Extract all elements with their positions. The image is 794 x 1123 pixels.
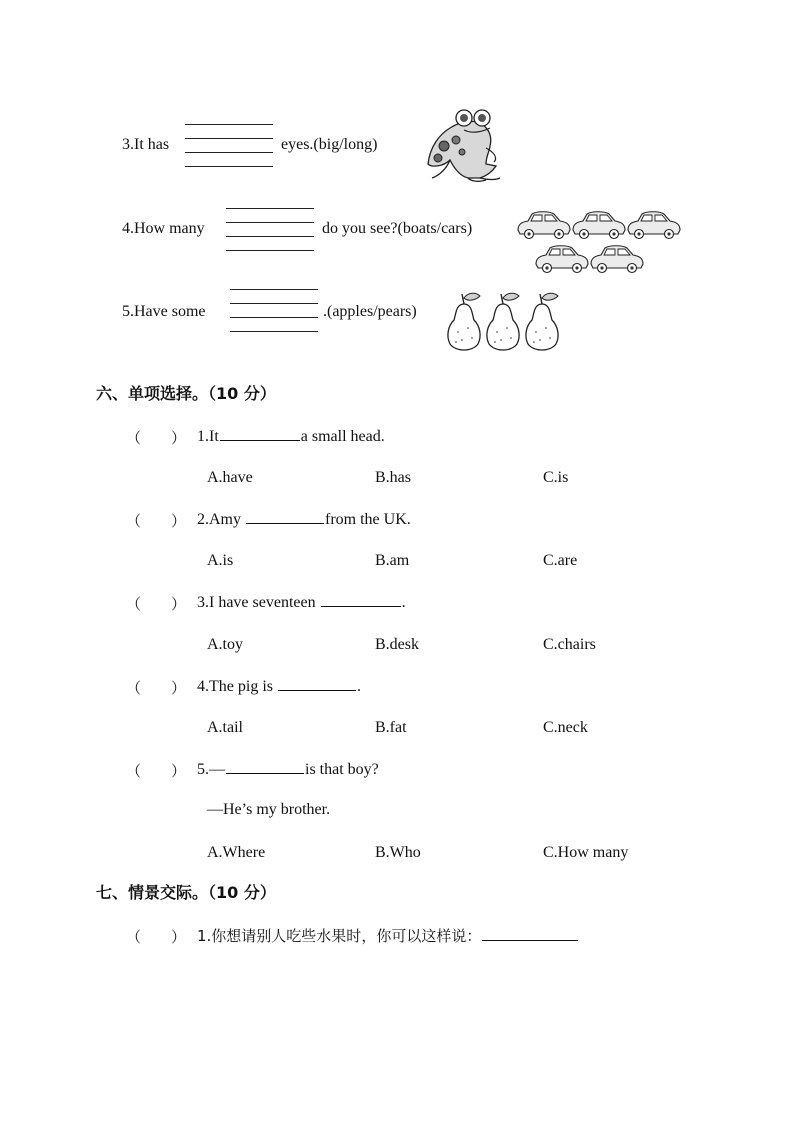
option-b[interactable]: B.am bbox=[375, 552, 410, 569]
fill-item-suffix: do you see?(boats/cars) bbox=[322, 220, 473, 237]
fill-item-prefix: 4.How many bbox=[122, 220, 205, 237]
answer-paren[interactable]: （ ） bbox=[126, 679, 187, 697]
question-stem bbox=[197, 925, 579, 946]
stem-after: a small head. bbox=[300, 428, 385, 445]
fill-item-prefix: 3.It has bbox=[122, 136, 170, 153]
answer-blank[interactable] bbox=[220, 426, 300, 441]
stem-after: . bbox=[357, 678, 361, 695]
fill-item-suffix: eyes.(big/long) bbox=[281, 136, 378, 153]
answer-blank[interactable] bbox=[278, 676, 356, 691]
question-stem bbox=[197, 676, 361, 697]
fill-item-4 bbox=[122, 219, 205, 239]
answer-paren[interactable]: （ ） bbox=[126, 928, 187, 946]
fill-item-5-suffix bbox=[323, 302, 417, 322]
fill-item-3 bbox=[122, 135, 169, 155]
answer-paren[interactable]: （ ） bbox=[126, 429, 187, 447]
question-stem bbox=[197, 509, 411, 530]
option-c[interactable]: C.How many bbox=[543, 844, 629, 861]
stem-before: 3.I have seventeen bbox=[197, 594, 316, 611]
option-b[interactable]: B.fat bbox=[375, 719, 407, 736]
dialogue-answer: —He’s my brother. bbox=[207, 801, 331, 818]
writing-lines-5[interactable] bbox=[230, 289, 318, 333]
option-c[interactable]: C.neck bbox=[543, 719, 588, 736]
pears-picture bbox=[444, 290, 562, 352]
answer-blank[interactable] bbox=[246, 509, 324, 524]
option-a[interactable]: A.have bbox=[207, 469, 253, 486]
option-a[interactable]: A.tail bbox=[207, 719, 243, 736]
section-7-title: 七、情景交际。（10 分） bbox=[96, 883, 276, 902]
stem-after: . bbox=[401, 594, 406, 611]
stem-after: from the UK. bbox=[325, 511, 411, 528]
stem-before: 1.It bbox=[197, 428, 219, 445]
option-b[interactable]: B.Who bbox=[375, 844, 421, 861]
cars-picture bbox=[516, 208, 682, 278]
answer-blank[interactable] bbox=[482, 926, 578, 941]
option-a[interactable]: A.is bbox=[207, 552, 234, 569]
stem-before: 2.Amy bbox=[197, 511, 241, 528]
section-6-title: 六、单项选择。（10 分） bbox=[96, 384, 276, 403]
fill-item-suffix: .(apples/pears) bbox=[323, 303, 417, 320]
stem-after: is that boy? bbox=[305, 761, 379, 778]
question-stem bbox=[197, 426, 385, 447]
option-a[interactable]: A.toy bbox=[207, 636, 243, 653]
fill-item-3-suffix bbox=[281, 135, 377, 155]
option-c[interactable]: C.are bbox=[543, 552, 578, 569]
answer-paren[interactable]: （ ） bbox=[126, 595, 187, 613]
writing-lines-3[interactable] bbox=[185, 124, 273, 168]
frog-picture bbox=[420, 106, 502, 182]
question-stem bbox=[197, 592, 406, 613]
stem-before: 5.— bbox=[197, 761, 225, 778]
option-c[interactable]: C.is bbox=[543, 469, 569, 486]
question-text: 1.你想请别人吃些水果时，你可以这样说： bbox=[197, 927, 482, 945]
answer-paren[interactable]: （ ） bbox=[126, 762, 187, 780]
option-b[interactable]: B.desk bbox=[375, 636, 419, 653]
answer-paren[interactable]: （ ） bbox=[126, 512, 187, 530]
stem-before: 4.The pig is bbox=[197, 678, 273, 695]
writing-lines-4[interactable] bbox=[226, 208, 314, 252]
option-b[interactable]: B.has bbox=[375, 469, 411, 486]
question-stem bbox=[197, 759, 379, 780]
answer-blank[interactable] bbox=[321, 592, 401, 607]
answer-blank[interactable] bbox=[226, 759, 304, 774]
fill-item-5 bbox=[122, 302, 206, 322]
fill-item-4-suffix bbox=[322, 219, 472, 239]
fill-item-prefix: 5.Have some bbox=[122, 303, 206, 320]
option-a[interactable]: A.Where bbox=[207, 844, 266, 861]
option-c[interactable]: C.chairs bbox=[543, 636, 596, 653]
